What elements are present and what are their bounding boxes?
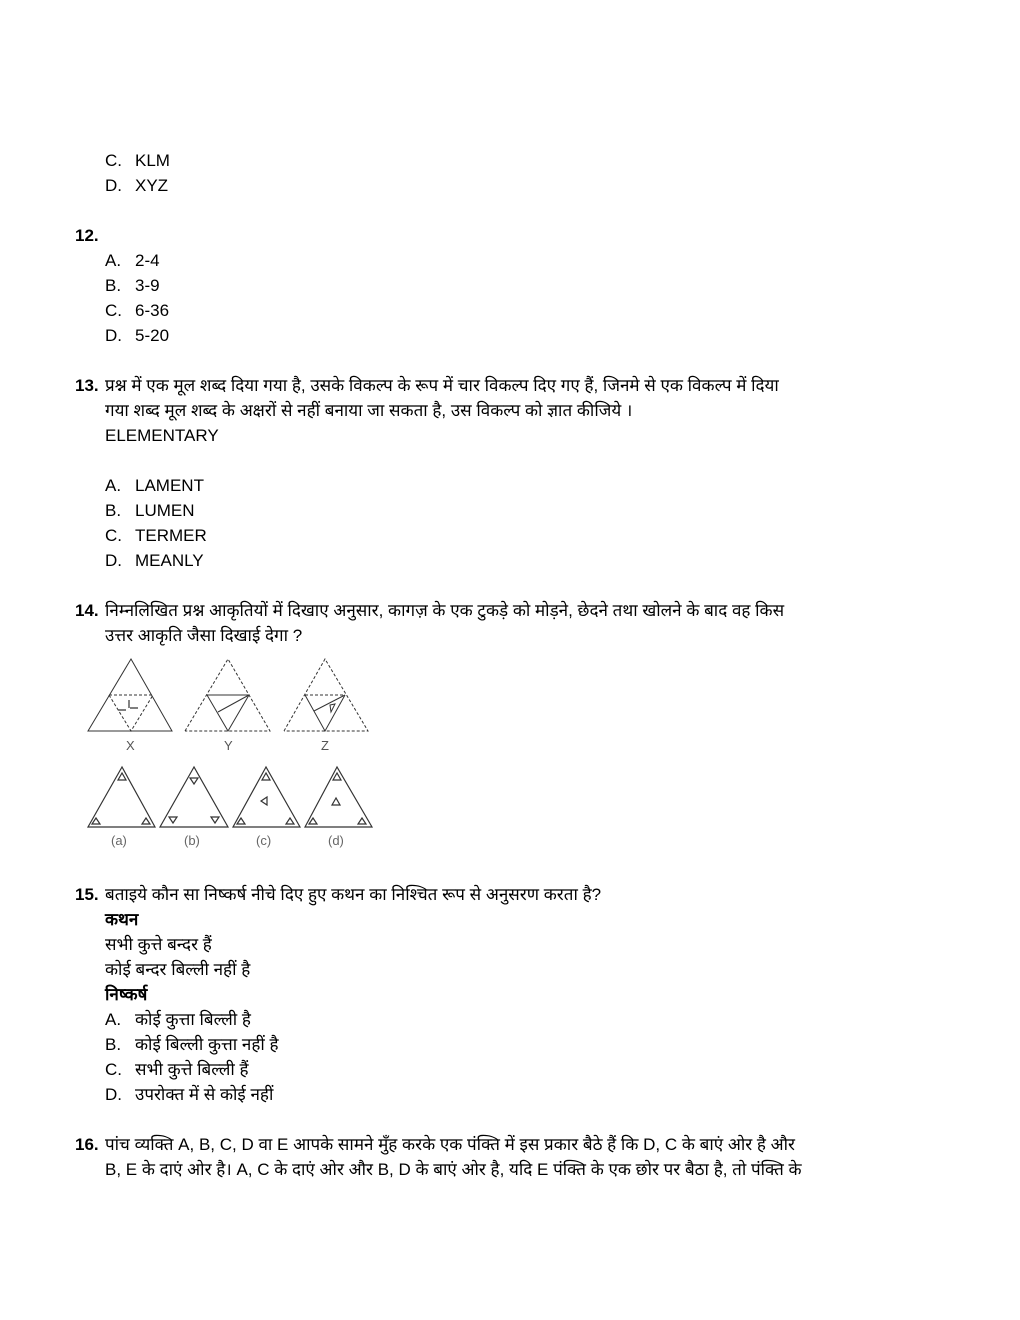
option-text: 3-9 <box>135 276 160 295</box>
option-letter: C. <box>105 526 122 545</box>
answer-label-a: (a) <box>111 833 127 848</box>
q13-text-line2: गया शब्द मूल शब्द के अक्षरों से नहीं बनाया जा सकता है, उस विकल्प को ज्ञात कीजिये । <box>105 401 633 420</box>
option-letter: B. <box>105 501 122 520</box>
q14-text-line1: निम्नलिखित प्रश्न आकृतियों में दिखाए अनुसार, कागज़ के एक टुकड़े को मोड़ने, छेदने तथा खोलने के बाद वह किस <box>105 601 785 620</box>
q12-number: 12. <box>75 226 99 245</box>
q13-text-line1: प्रश्न में एक मूल शब्द दिया गया है, उसके विकल्प के रूप में चार विकल्प दिए गए हैं, जिनमे से एक विकल्प में दिया <box>105 376 779 395</box>
conclusion-heading: निष्कर्ष <box>105 985 148 1004</box>
statement-heading: कथन <box>105 910 139 929</box>
option-letter: C. <box>105 301 122 320</box>
option-letter: A. <box>105 1010 122 1029</box>
option-letter: B. <box>105 276 122 295</box>
answer-figures <box>88 767 372 848</box>
option-text: सभी कुत्ते बिल्ली हैं <box>135 1060 249 1079</box>
answer-label-d: (d) <box>328 833 344 848</box>
answer-c <box>233 767 300 848</box>
option-text: LAMENT <box>135 476 204 495</box>
statement-2: कोई बन्दर बिल्ली नहीं है <box>105 960 251 979</box>
option-letter: D. <box>105 1085 122 1104</box>
figure-y <box>185 659 270 753</box>
q14-number: 14. <box>75 601 99 620</box>
option-letter: D. <box>105 551 122 570</box>
option-letter: C. <box>105 151 122 170</box>
q16-text-line1: पांच व्यक्ति A, B, C, D वा E आपके सामने मुँह करके एक पंक्ति में इस प्रकार बैठे हैं कि D, C के बाएं ओर है और <box>105 1135 796 1154</box>
figure-label-z: Z <box>321 738 329 753</box>
option-letter: A. <box>105 476 122 495</box>
figure-z <box>284 659 368 753</box>
option-text: KLM <box>135 151 170 170</box>
answer-d <box>305 767 372 848</box>
option-text: XYZ <box>135 176 169 195</box>
q13-number: 13. <box>75 376 99 395</box>
q16-number: 16. <box>75 1135 99 1154</box>
paper-folding-figure <box>80 650 380 860</box>
answer-b <box>160 767 228 848</box>
option-text: 5-20 <box>135 326 170 345</box>
q16-text-line2: B, E के दाएं ओर है। A, C के दाएं ओर और B, D के बाएं ओर है, यदि E पंक्ति के एक छोर पर बैठा है, तो पंक्ति के <box>105 1160 802 1179</box>
option-letter: C. <box>105 1060 122 1079</box>
option-letter: B. <box>105 1035 122 1054</box>
option-letter: A. <box>105 251 122 270</box>
figure-x <box>88 659 172 753</box>
q13-word: ELEMENTARY <box>105 426 219 445</box>
option-text: कोई बिल्ली कुत्ता नहीं है <box>135 1035 279 1054</box>
option-letter: D. <box>105 326 122 345</box>
figure-label-x: X <box>126 738 135 753</box>
option-text: 6-36 <box>135 301 170 320</box>
answer-label-c: (c) <box>256 833 272 848</box>
option-letter: D. <box>105 176 122 195</box>
option-text: कोई कुत्ता बिल्ली है <box>135 1010 251 1029</box>
figure-label-y: Y <box>224 738 233 753</box>
answer-a <box>88 767 155 848</box>
option-text: TERMER <box>135 526 207 545</box>
answer-label-b: (b) <box>184 833 200 848</box>
option-text: MEANLY <box>135 551 204 570</box>
option-text: उपरोक्त में से कोई नहीं <box>135 1085 274 1104</box>
q15-question: बताइये कौन सा निष्कर्ष नीचे दिए हुए कथन का निश्चित रूप से अनुसरण करता है? <box>105 885 602 904</box>
q15-number: 15. <box>75 885 99 904</box>
option-text: 2-4 <box>135 251 160 270</box>
option-text: LUMEN <box>135 501 195 520</box>
q14-text-line2: उत्तर आकृति जैसा दिखाई देगा ? <box>105 626 303 645</box>
statement-1: सभी कुत्ते बन्दर हैं <box>105 935 212 954</box>
